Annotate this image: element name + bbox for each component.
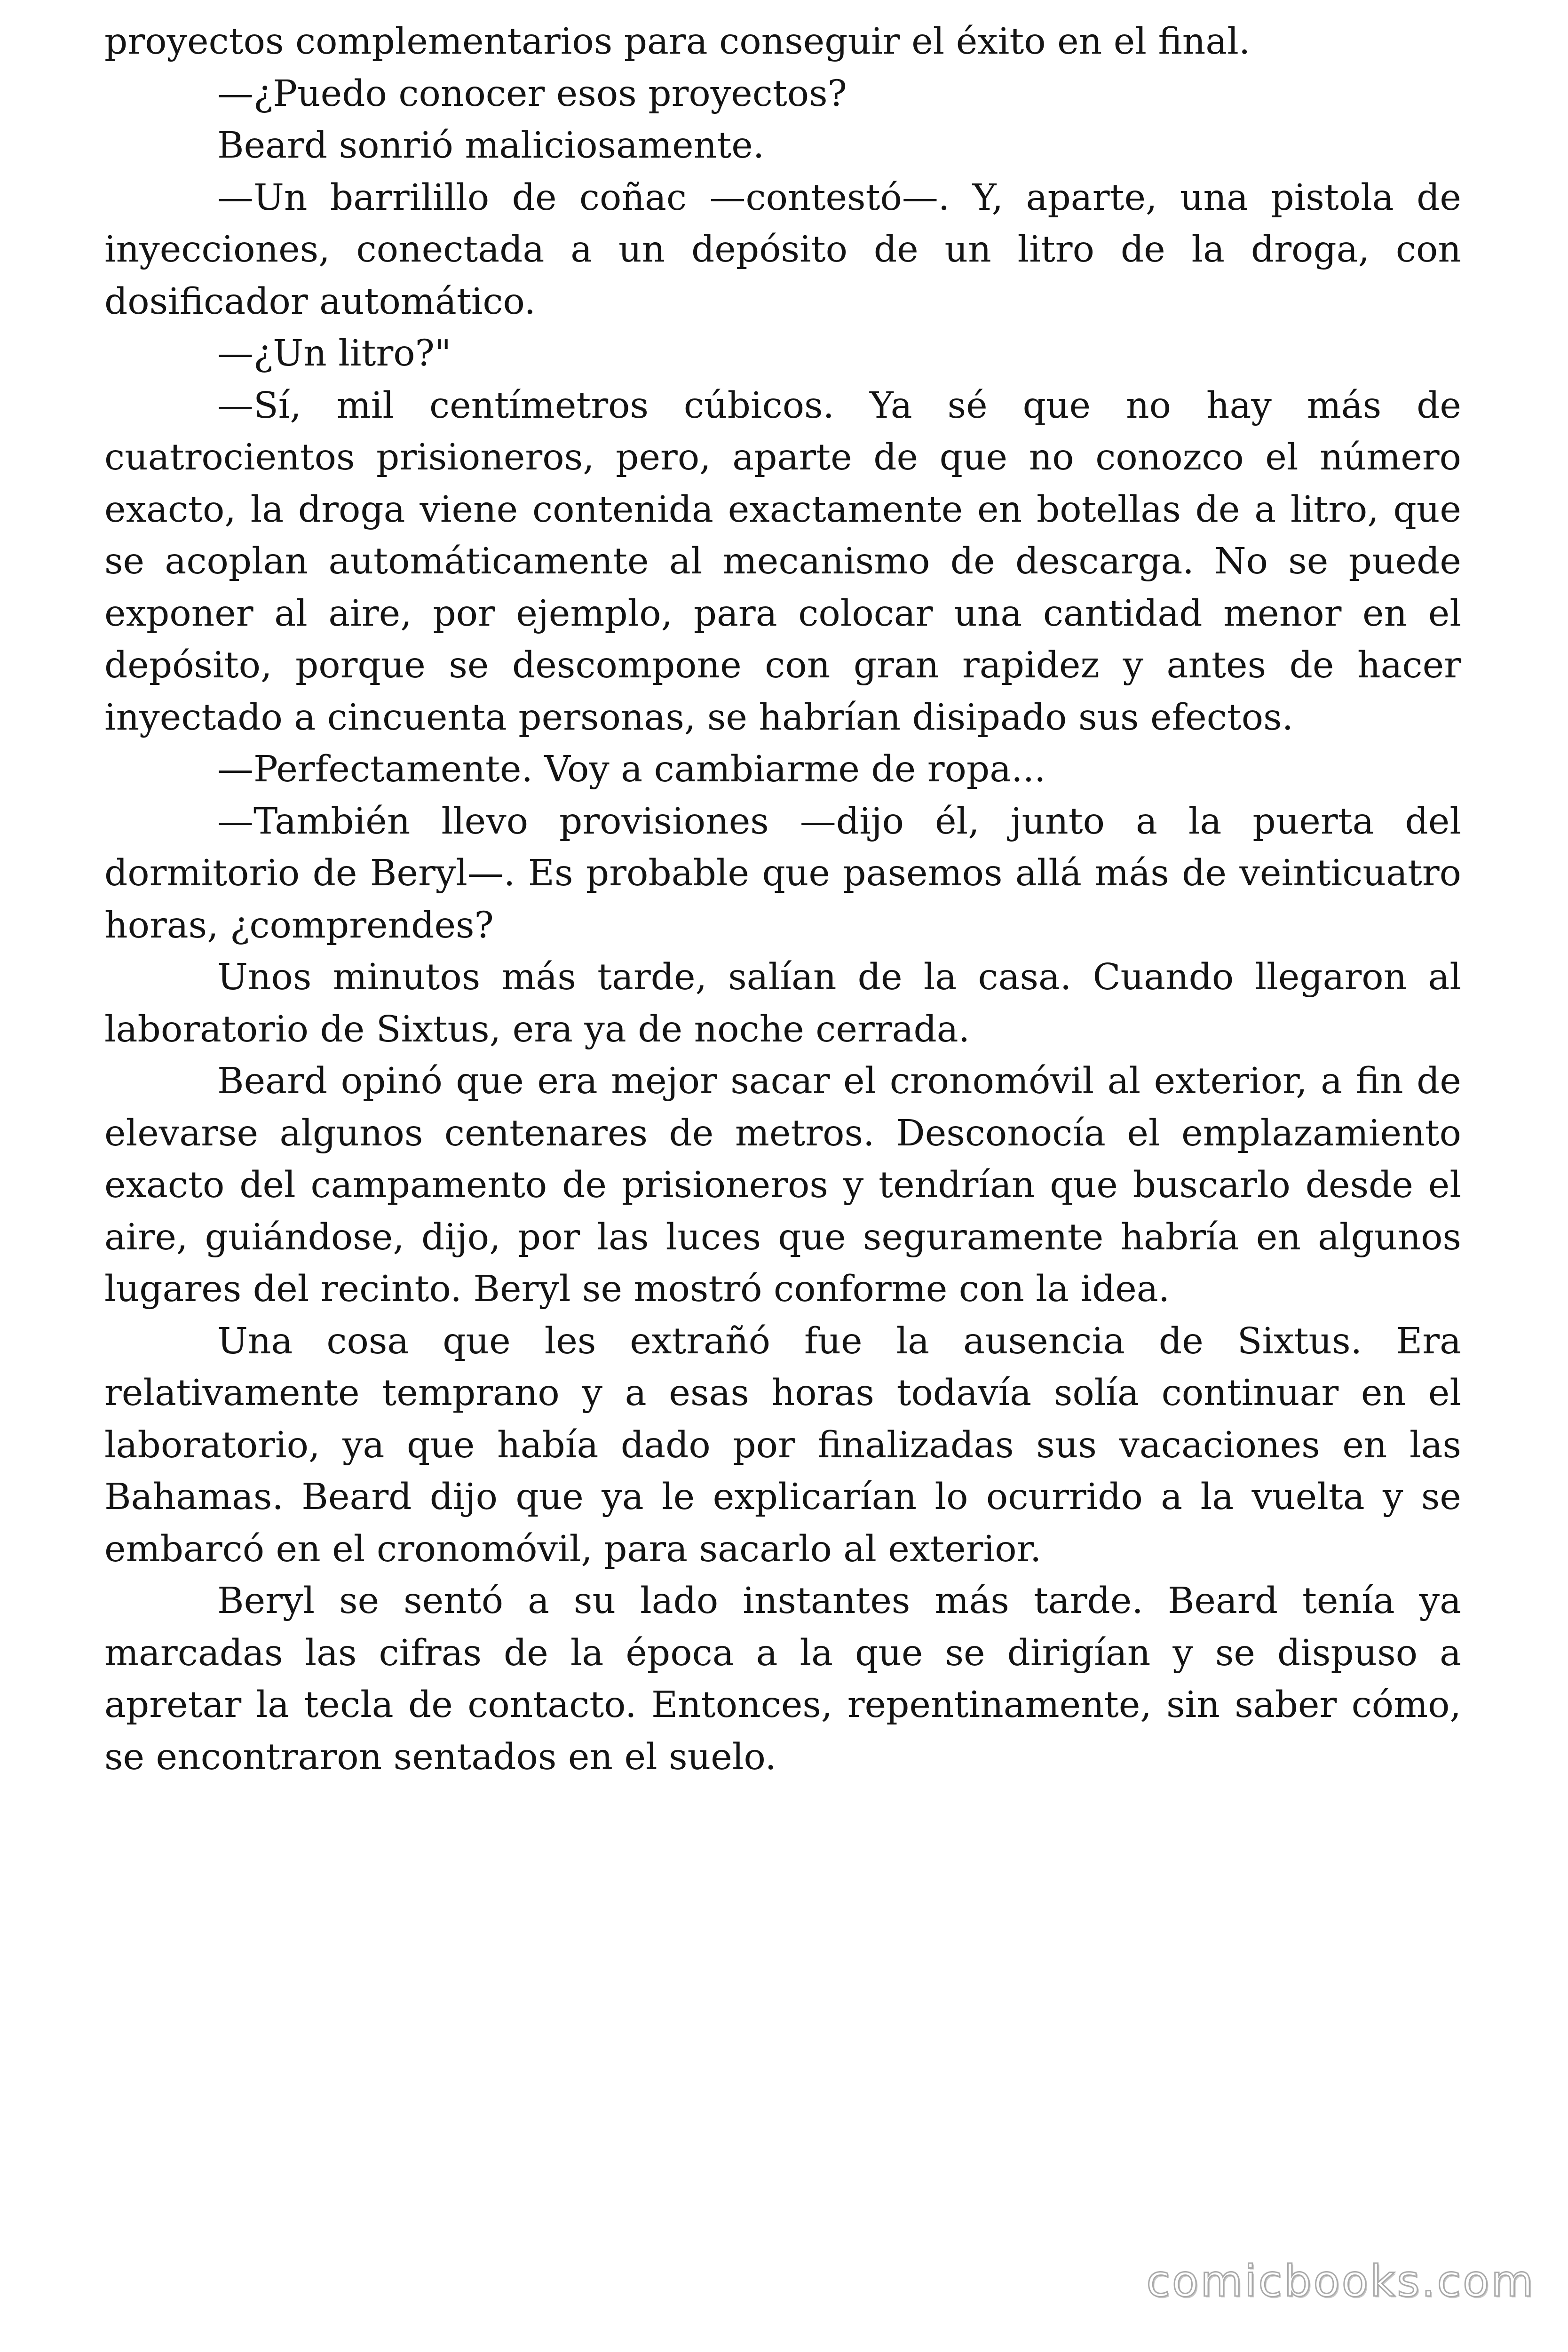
paragraph-leaving-house: Unos minutos más tarde, salían de la casa. Cuando llegaron al laboratorio de Sixtus, era ya de noche cerrada. bbox=[104, 956, 1461, 1050]
paragraph-chronomobile-plan: Beard opinó que era mejor sacar el cronomóvil al exterior, a fin de elevarse algunos centenares de metros. Desconocía el emplazamiento exacto del campamento de prisioneros y tendrían que buscarlo desde el aire, guiándose, dijo, por las luces que seguramente habría en algunos lugares del recinto. Beryl se mostró conforme con la idea. bbox=[104, 1060, 1461, 1310]
paragraph-dialogue-explanation: —Sí, mil centímetros cúbicos. Ya sé que no hay más de cuatrocientos prisioneros, pero, aparte de que no conozco el número exacto, la droga viene contenida exactamente en botellas de a litro, que se acoplan automáticamente al mecanismo de descarga. No se puede exponer al aire, por ejemplo, para colocar una cantidad menor en el depósito, porque se descompone con gran rapidez y antes de hacer inyectado a cincuenta personas, se habrían disipado sus efectos. bbox=[104, 384, 1461, 739]
paragraph-dialogue-liter: —¿Un litro?" bbox=[217, 333, 451, 374]
body-text bbox=[104, 16, 1461, 1783]
paragraph-sitting-floor: Beryl se sentó a su lado instantes más tarde. Beard tenía ya marcadas las cifras de la época a la que se dirigían y se dispuso a apretar la tecla de contacto. Entonces, repentinamente, sin saber cómo, se encontraron sentados en el suelo. bbox=[104, 1580, 1461, 1778]
paragraph-sixtus-absence: Una cosa que les extrañó fue la ausencia de Sixtus. Era relativamente temprano y a esas horas todavía solía continuar en el laboratorio, ya que había dado por finalizadas sus vacaciones en las Bahamas. Beard dijo que ya le explicarían lo ocurrido a la vuelta y se embarcó en el cronomóvil, para sacarlo al exterior. bbox=[104, 1320, 1461, 1570]
paragraph-dialogue-question: —¿Puedo conocer esos proyectos? bbox=[217, 72, 847, 115]
paragraph-dialogue-provisions: —También llevo provisiones —dijo él, junto a la puerta del dormitorio de Beryl—. Es probable que pasemos allá más de veinticuatro horas, ¿comprendes? bbox=[104, 800, 1461, 946]
paragraph-dialogue-cognac: —Un barrilillo de coñac —contestó—. Y, aparte, una pistola de inyecciones, conectada a un depósito de un litro de la droga, con dosificador automático. bbox=[104, 176, 1461, 323]
paragraph-continuation: proyectos complementarios para conseguir el éxito en el final. bbox=[104, 21, 1251, 63]
site-watermark: comicbooks.com bbox=[1146, 2256, 1535, 2306]
paragraph-beard-smile: Beard sonrió maliciosamente. bbox=[217, 125, 765, 167]
paragraph-dialogue-change-clothes: —Perfectamente. Voy a cambiarme de ropa... bbox=[217, 748, 1046, 790]
